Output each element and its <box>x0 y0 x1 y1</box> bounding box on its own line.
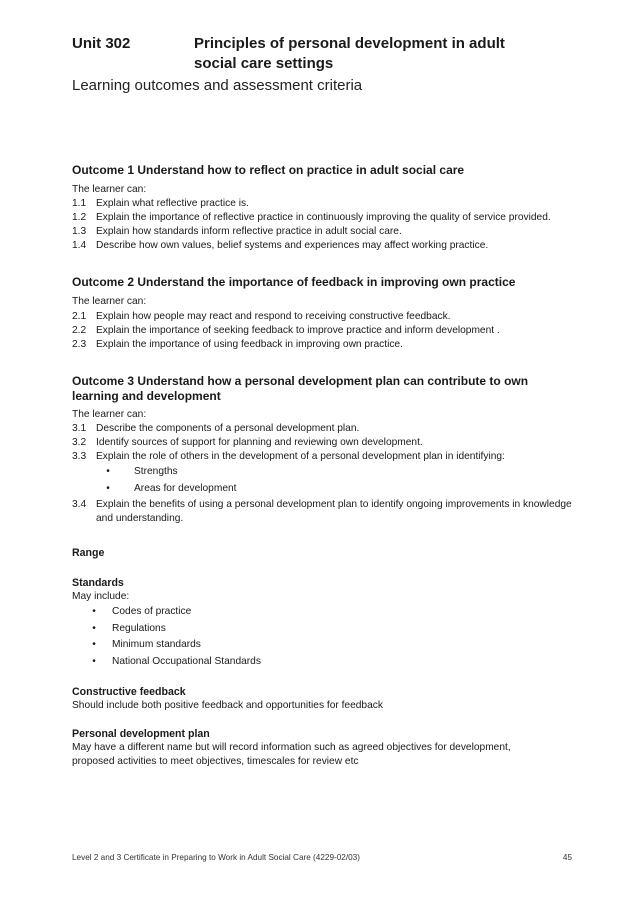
criterion-text: Explain the importance of seeking feedback to improve practice and inform development . <box>96 324 500 336</box>
page-number: 45 <box>562 853 572 862</box>
criterion-number: 3.3 <box>72 451 87 463</box>
criterion-text: Explain the importance of reflective practice in continuously improving the quality of service provided. <box>96 212 551 224</box>
unit-title-line1: Principles of personal development in adult <box>194 35 505 52</box>
outcome-3 <box>72 374 572 526</box>
pdp-section <box>72 727 572 769</box>
criterion-number: 1.1 <box>72 198 87 210</box>
criterion-number: 1.4 <box>72 240 87 252</box>
criterion-number: 2.2 <box>72 324 87 336</box>
criterion-text: Describe the components of a personal development plan. <box>96 422 360 434</box>
list-item-text: National Occupational Standards <box>112 656 261 668</box>
criterion-2-3 <box>72 338 572 352</box>
constructive-feedback-heading: Constructive feedback <box>72 685 186 698</box>
page-footer <box>72 853 572 862</box>
criterion-text: Explain how people may react and respond to receiving constructive feedback. <box>96 310 451 322</box>
criterion-1-1 <box>72 197 572 211</box>
criterion-number: 1.3 <box>72 226 87 238</box>
constructive-feedback-section <box>72 685 572 713</box>
unit-number: Unit 302 <box>72 35 131 52</box>
outcome-3-heading-line1: Outcome 3 Understand how a personal development plan can contribute to own <box>72 373 529 388</box>
list-item <box>72 654 572 671</box>
pdp-text-line2: proposed activities to meet objectives, timescales for review etc <box>72 755 359 767</box>
document-page <box>72 34 572 769</box>
criterion-text: Describe how own values, belief systems and experiences may affect working practice. <box>96 240 489 252</box>
criterion-text: Explain the importance of using feedback in improving own practice. <box>96 338 403 350</box>
list-item <box>72 481 572 498</box>
standards-heading: Standards <box>72 576 124 589</box>
unit-title <box>194 34 572 74</box>
criterion-2-1 <box>72 310 572 324</box>
criterion-3-1 <box>72 422 572 436</box>
outcome-3-intro: The learner can: <box>72 408 147 420</box>
criterion-number: 1.2 <box>72 212 87 224</box>
criterion-text: Explain how standards inform reflective practice in adult social care. <box>96 226 402 238</box>
list-item-text: Regulations <box>112 622 166 634</box>
standards-intro: May include: <box>72 590 130 602</box>
outcome-2-intro: The learner can: <box>72 296 147 308</box>
constructive-feedback-text: Should include both positive feedback and opportunities for feedback <box>72 699 383 711</box>
criterion-text: Explain the benefits of using a personal development plan to identify ongoing improvements in knowledge and understanding. <box>96 498 572 524</box>
bullet-icon: • <box>92 622 96 634</box>
bullet-icon: • <box>106 466 110 478</box>
criterion-3-3-bullets <box>72 464 572 497</box>
list-item-text: Areas for development <box>134 482 237 494</box>
criterion-1-4 <box>72 239 572 253</box>
list-item-text: Strengths <box>134 466 178 478</box>
outcome-3-heading-line2: learning and development <box>72 388 221 403</box>
criterion-2-2 <box>72 324 572 338</box>
pdp-text-line1: May have a different name but will record information such as agreed objectives for development, <box>72 741 511 753</box>
footer-text: Level 2 and 3 Certificate in Preparing to Work in Adult Social Care (4229-02/03) <box>72 853 360 862</box>
criterion-text: Identify sources of support for planning and reviewing own development. <box>96 437 423 449</box>
outcome-1-intro: The learner can: <box>72 184 147 195</box>
bullet-icon: • <box>92 639 96 651</box>
criterion-3-3 <box>72 450 572 464</box>
unit-title-line2: social care settings <box>194 55 334 72</box>
range-section <box>72 546 572 769</box>
outcome-2-heading: Outcome 2 Understand the importance of feedback in improving own practice <box>72 275 516 290</box>
page-subtitle: Learning outcomes and assessment criteria <box>72 77 363 94</box>
criterion-number: 3.1 <box>72 422 87 434</box>
list-item <box>72 604 572 621</box>
standards-list <box>72 604 572 671</box>
criterion-number: 2.1 <box>72 310 87 322</box>
criterion-1-2 <box>72 211 572 225</box>
outcome-1-heading: Outcome 1 Understand how to reflect on practice in adult social care <box>72 163 465 177</box>
criterion-text: Explain the role of others in the development of a personal development plan in identifying: <box>96 451 505 463</box>
bullet-icon: • <box>92 656 96 668</box>
criterion-number: 3.4 <box>72 498 87 510</box>
outcome-1 <box>72 163 572 253</box>
bullet-icon: • <box>92 605 96 617</box>
bullet-icon: • <box>106 482 110 494</box>
list-item <box>72 621 572 638</box>
range-heading: Range <box>72 546 105 559</box>
criterion-number: 3.2 <box>72 437 87 449</box>
list-item <box>72 637 572 654</box>
criterion-number: 2.3 <box>72 338 87 350</box>
criterion-3-2 <box>72 436 572 450</box>
list-item <box>72 464 572 481</box>
unit-header <box>72 34 572 74</box>
list-item-text: Codes of practice <box>112 605 192 617</box>
criterion-1-3 <box>72 225 572 239</box>
criterion-3-4 <box>72 498 572 526</box>
list-item-text: Minimum standards <box>112 639 201 651</box>
pdp-heading: Personal development plan <box>72 727 210 740</box>
criterion-text: Explain what reflective practice is. <box>96 198 249 210</box>
standards-section <box>72 576 572 671</box>
outcome-2 <box>72 275 572 351</box>
outcome-3-heading <box>72 374 572 404</box>
